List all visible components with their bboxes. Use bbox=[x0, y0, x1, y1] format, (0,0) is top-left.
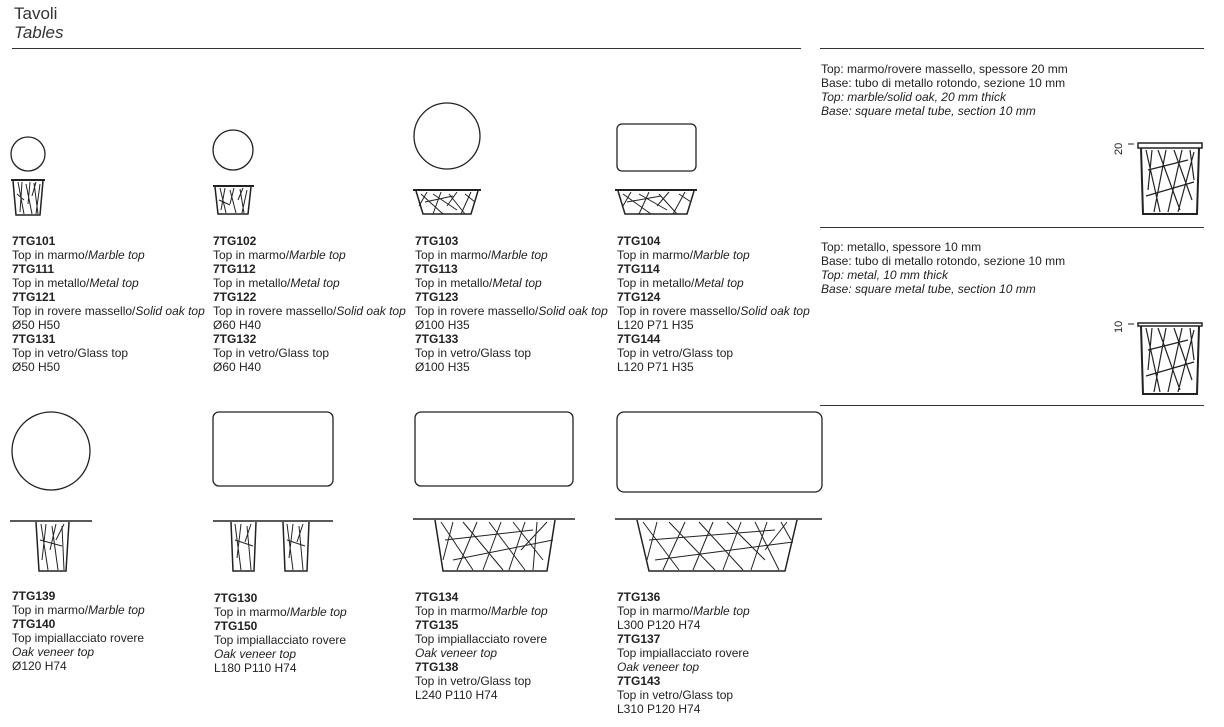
header-divider bbox=[12, 48, 801, 49]
product-code: 7TG137 bbox=[617, 632, 661, 646]
product-size: L180 P110 H74 bbox=[214, 661, 297, 675]
table-drawing-7tg136 bbox=[615, 410, 835, 590]
product-desc: Top in metallo/Metal top bbox=[415, 276, 542, 290]
notes-bottom-divider bbox=[820, 405, 1204, 406]
product-desc-en: Oak veneer top bbox=[214, 647, 297, 661]
product-desc: Top in marmo/Marble top bbox=[617, 604, 750, 618]
product-size: Ø100 H35 bbox=[415, 318, 470, 332]
product-desc: Top impiallacciato rovere bbox=[214, 633, 347, 647]
product-desc: Top in marmo/Marble top bbox=[415, 604, 548, 618]
product-size: Ø100 H35 bbox=[415, 360, 470, 374]
product-desc: Top in metallo/Metal top bbox=[213, 276, 340, 290]
page-subtitle: Tables bbox=[14, 23, 64, 42]
product-desc: Top in vetro/Glass top bbox=[415, 346, 532, 360]
table-drawing-7tg103 bbox=[413, 102, 493, 222]
product-size: Ø50 H50 bbox=[12, 360, 61, 374]
product-code: 7TG135 bbox=[415, 618, 459, 632]
table-drawing-7tg101 bbox=[10, 134, 70, 234]
table-drawing-7tg102 bbox=[212, 130, 272, 230]
product-code: 7TG150 bbox=[214, 619, 258, 633]
product-block-5 bbox=[12, 589, 145, 673]
product-code: 7TG111 bbox=[12, 262, 55, 276]
thickness-dimension-label: 20 bbox=[1113, 142, 1125, 155]
product-desc: Top in rovere massello/Solid oak top bbox=[213, 304, 406, 318]
notes-mid-divider bbox=[820, 227, 1204, 228]
product-desc: Top in vetro/Glass top bbox=[415, 674, 532, 688]
product-desc: Top in rovere massello/Solid oak top bbox=[12, 304, 205, 318]
product-code: 7TG113 bbox=[415, 262, 458, 276]
product-desc: Top in rovere massello/Solid oak top bbox=[617, 304, 810, 318]
product-desc: Top in marmo/Marble top bbox=[214, 605, 347, 619]
product-desc: Top impiallacciato rovere bbox=[415, 632, 548, 646]
table-detail-drawing-20mm bbox=[1128, 140, 1208, 220]
product-size: L120 P71 H35 bbox=[617, 318, 694, 332]
product-block-3 bbox=[415, 234, 608, 374]
product-code: 7TG131 bbox=[12, 332, 56, 346]
product-code: 7TG140 bbox=[12, 617, 56, 631]
product-size: Ø120 H74 bbox=[12, 659, 67, 673]
product-code: 7TG123 bbox=[415, 290, 459, 304]
product-size: L240 P110 H74 bbox=[415, 688, 498, 702]
product-size: Ø50 H50 bbox=[12, 318, 61, 332]
notes-top-divider bbox=[820, 48, 1204, 49]
thickness-dimension-label: 10 bbox=[1113, 320, 1125, 333]
product-desc-en: Oak veneer top bbox=[415, 646, 498, 660]
product-code: 7TG138 bbox=[415, 660, 459, 674]
product-code: 7TG101 bbox=[12, 234, 56, 248]
product-size: L310 P120 H74 bbox=[617, 702, 701, 716]
product-code: 7TG132 bbox=[213, 332, 257, 346]
product-desc: Top impiallacciato rovere bbox=[12, 631, 145, 645]
product-desc: Top in marmo/Marble top bbox=[213, 248, 346, 262]
product-code: 7TG121 bbox=[12, 290, 56, 304]
table-drawing-7tg134 bbox=[413, 410, 583, 590]
product-desc-en: Oak veneer top bbox=[617, 660, 700, 674]
table-drawing-7tg139 bbox=[10, 410, 110, 590]
product-code: 7TG122 bbox=[213, 290, 257, 304]
product-block-7 bbox=[415, 590, 548, 702]
product-code: 7TG143 bbox=[617, 674, 661, 688]
product-desc: Top in metallo/Metal top bbox=[12, 276, 139, 290]
product-desc: Top in marmo/Marble top bbox=[617, 248, 750, 262]
product-size: Ø60 H40 bbox=[213, 360, 262, 374]
product-code: 7TG103 bbox=[415, 234, 459, 248]
product-size: L120 P71 H35 bbox=[617, 360, 694, 374]
product-code: 7TG136 bbox=[617, 590, 661, 604]
product-desc: Top in marmo/Marble top bbox=[12, 603, 145, 617]
product-block-2 bbox=[213, 234, 406, 374]
product-desc: Top in vetro/Glass top bbox=[617, 346, 734, 360]
product-code: 7TG133 bbox=[415, 332, 459, 346]
product-desc: Top in vetro/Glass top bbox=[12, 346, 129, 360]
product-code: 7TG104 bbox=[617, 234, 661, 248]
product-desc: Top in marmo/Marble top bbox=[12, 248, 145, 262]
product-block-6 bbox=[214, 591, 347, 675]
product-desc: Top in vetro/Glass top bbox=[617, 688, 734, 702]
product-code: 7TG114 bbox=[617, 262, 660, 276]
product-desc: Top impiallacciato rovere bbox=[617, 646, 750, 660]
product-desc-en: Oak veneer top bbox=[12, 645, 95, 659]
table-drawing-7tg104 bbox=[615, 122, 705, 222]
product-code: 7TG139 bbox=[12, 589, 56, 603]
product-size: Ø60 H40 bbox=[213, 318, 262, 332]
page-title: Tavoli bbox=[14, 4, 58, 23]
spec-note-marble-oak: Top: marmo/rovere massello, spessore 20 mm Base: tubo di metallo rotondo, sezione 10 mm Top: marble/solid oak, 20 mm thick Base: square metal tube, section 10 mm bbox=[821, 62, 1068, 118]
table-drawing-7tg130 bbox=[211, 410, 341, 590]
product-code: 7TG124 bbox=[617, 290, 661, 304]
product-code: 7TG112 bbox=[213, 262, 256, 276]
product-block-8 bbox=[617, 590, 750, 716]
product-size: L300 P120 H74 bbox=[617, 618, 701, 632]
product-code: 7TG134 bbox=[415, 590, 459, 604]
product-desc: Top in marmo/Marble top bbox=[415, 248, 548, 262]
product-block-1 bbox=[12, 234, 205, 374]
product-block-4 bbox=[617, 234, 810, 374]
product-desc: Top in vetro/Glass top bbox=[213, 346, 330, 360]
table-detail-drawing-10mm bbox=[1128, 320, 1208, 400]
product-code: 7TG130 bbox=[214, 591, 258, 605]
product-desc: Top in rovere massello/Solid oak top bbox=[415, 304, 608, 318]
spec-note-metal: Top: metallo, spessore 10 mm Base: tubo di metallo rotondo, sezione 10 mm Top: metal, 10 mm thick Base: square metal tube, section 10 mm bbox=[821, 240, 1066, 296]
product-code: 7TG144 bbox=[617, 332, 661, 346]
product-desc: Top in metallo/Metal top bbox=[617, 276, 744, 290]
product-code: 7TG102 bbox=[213, 234, 257, 248]
